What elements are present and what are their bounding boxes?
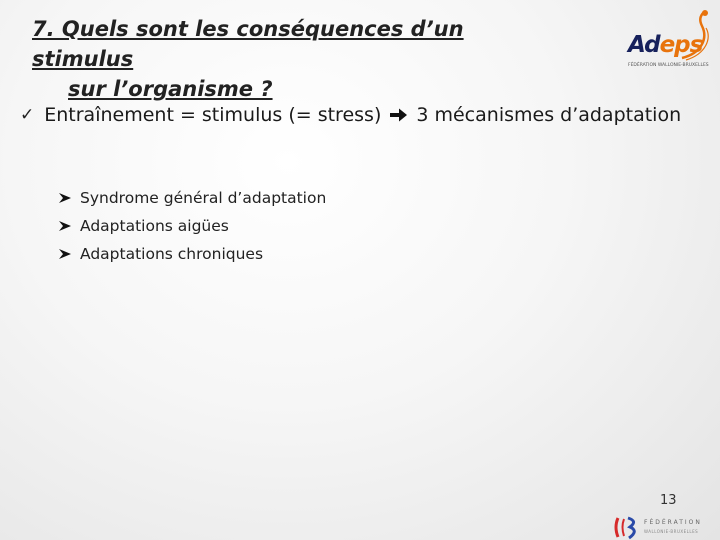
main-bullet-point: [20, 104, 720, 126]
slide-title-line2: sur l’organisme ?: [68, 77, 273, 101]
adeps-logo-text: Adeps: [628, 32, 703, 58]
page-number: 13: [660, 493, 677, 508]
list-item: [58, 212, 326, 240]
slide-title: [32, 14, 572, 104]
sub-point-text: Adaptations aigües: [80, 217, 229, 235]
sub-point-text: Adaptations chroniques: [80, 245, 264, 263]
federation-emblem-icon: [612, 515, 642, 540]
list-item: [58, 240, 326, 268]
slide-title-line1: 7. Quels sont les conséquences d’un stimulus: [32, 17, 464, 71]
adeps-logo: [622, 8, 714, 74]
federation-logo: [610, 515, 720, 540]
main-point-text-after: 3 mécanismes d’adaptation: [416, 104, 682, 126]
sub-point-text: Syndrome général d’adaptation: [80, 189, 327, 207]
list-item: [58, 184, 326, 212]
sub-bullet-list: [58, 184, 326, 268]
checkmark-icon: ✓: [20, 105, 35, 125]
arrowhead-bullet-icon: [58, 248, 72, 260]
arrowhead-bullet-icon: [58, 192, 72, 204]
adeps-logo-subtitle: FÉDÉRATION WALLONIE-BRUXELLES: [628, 63, 709, 68]
federation-logo-subtitle: WALLONIE-BRUXELLES: [644, 529, 699, 534]
arrow-right-icon: [389, 107, 408, 123]
federation-logo-title: FÉDÉRATION: [644, 519, 702, 526]
main-point-text-before: Entraînement = stimulus (= stress): [44, 104, 382, 126]
arrowhead-bullet-icon: [58, 220, 72, 232]
